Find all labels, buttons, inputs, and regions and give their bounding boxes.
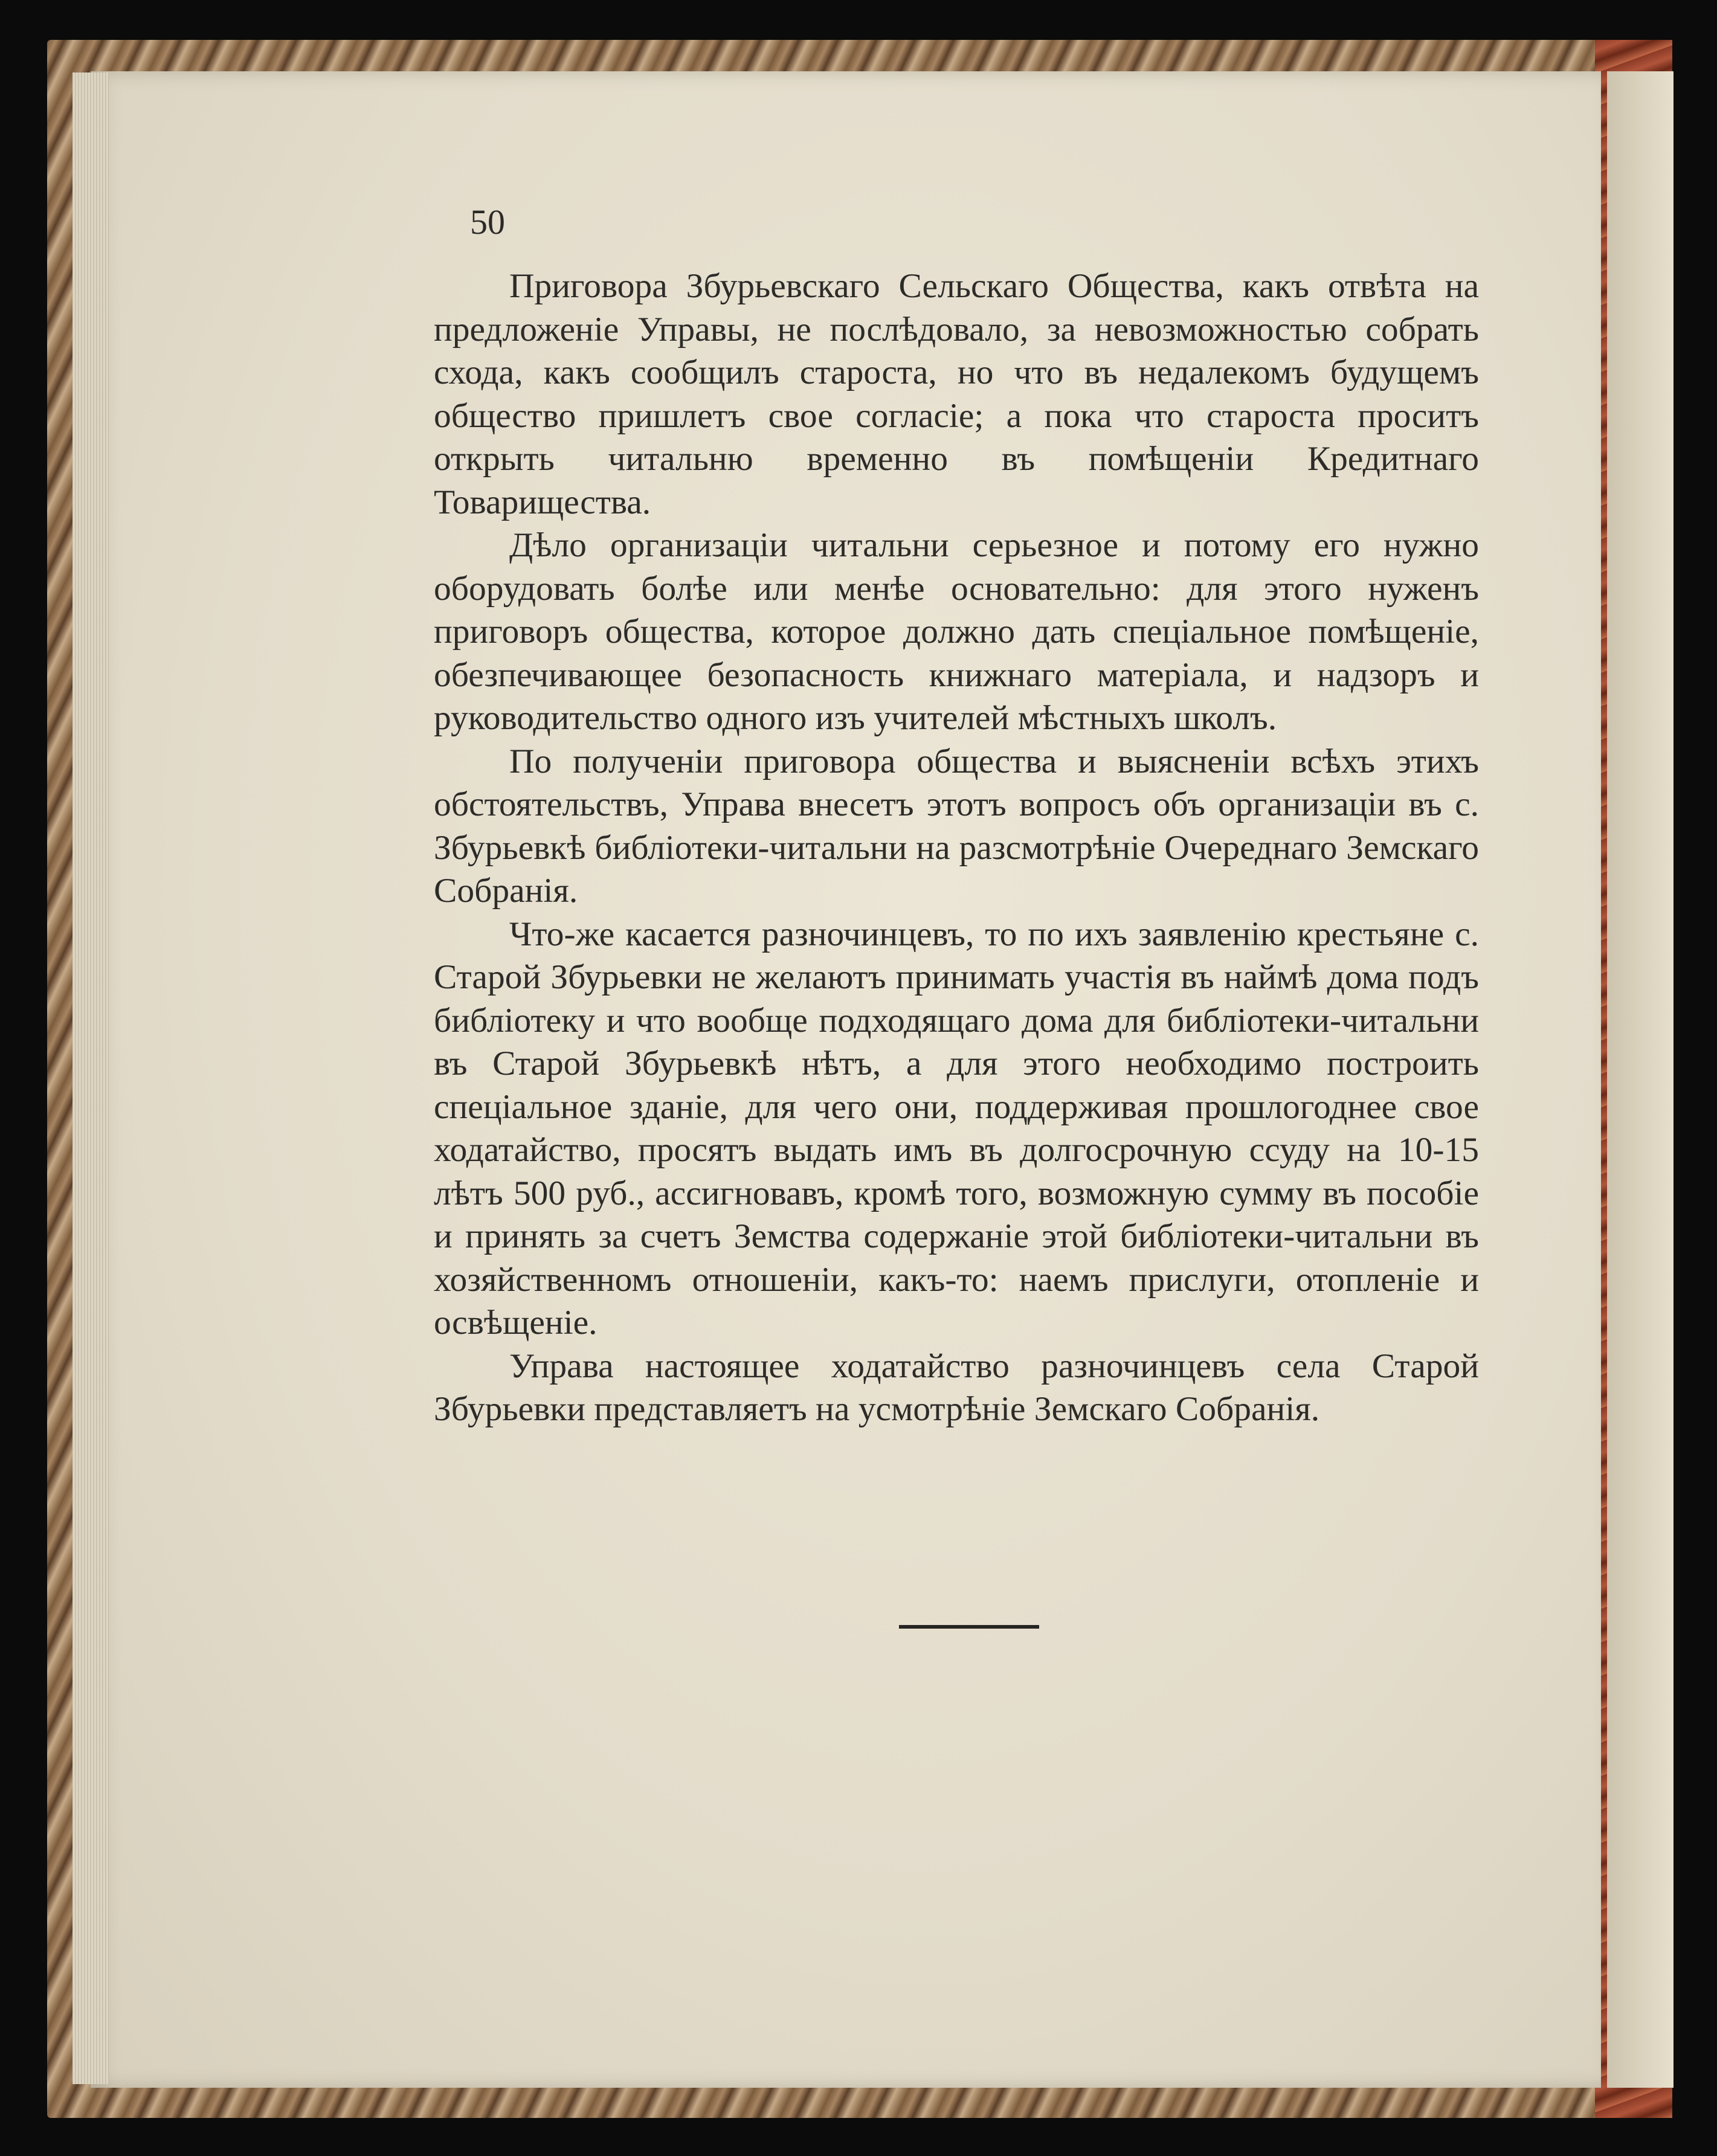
page-edges xyxy=(72,72,109,2084)
body-text xyxy=(434,265,1479,1431)
paragraph-5: Управа настоящее ходатайство разночинцевъ села Старой Збурьевки представляетъ на усмотрѣніе Земскаго Собранія. xyxy=(434,1347,1479,1428)
next-page-edge xyxy=(1607,71,1674,2088)
paragraph-4: Что-же касается разночинцевъ, то по ихъ заявленію крестьяне с. Старой Збурьевки не желаютъ принимать участія въ наймѣ дома подъ библіотеку и что вообще подходящаго дома для библіотеки-читальни въ Старой Збурьевкѣ нѣтъ, а для этого необходимо построить спеціальное зданіе, для чего они, поддерживая прошлогоднее свое ходатайство, просятъ выдать имъ въ долгосрочную ссуду на 10-15 лѣтъ 500 руб., ассигновавъ, кромѣ того, возможную сумму въ пособіе и принять за счетъ Земства содержаніе этой библіотеки-читальни въ хозяйственномъ отношеніи, какъ-то: наемъ прислуги, отопленіе и освѣщеніе. xyxy=(434,915,1479,1342)
paragraph-3: По полученіи приговора общества и выясненіи всѣхъ этихъ обстоятельствъ, Управа внесетъ этотъ вопросъ объ организаціи въ с. Збурьевкѣ библіотеки-читальни на разсмотрѣніе Очереднаго Земскаго Собранія. xyxy=(434,742,1479,910)
page-number: 50 xyxy=(470,202,505,242)
paragraph-2: Дѣло организаціи читальни серьезное и потому его нужно оборудовать болѣе или менѣе основательно: для этого нуженъ приговоръ общества, которое должно дать спеціальное помѣщеніе, обезпечивающее безопасность книжнаго матеріала, и надзоръ и руководительство одного изъ учителей мѣстныхъ школъ. xyxy=(434,526,1479,737)
paragraph-1: Приговора Збурьевскаго Сельскаго Общества, какъ отвѣта на предложеніе Управы, не послѣдовало, за невозможностью собрать схода, какъ сообщилъ староста, но что въ недалекомъ будущемъ общество пришлетъ свое согласіе; а пока что староста проситъ открыть читальню временно въ помѣщеніи Кредитнаго Товарищества. xyxy=(434,267,1479,521)
section-divider xyxy=(899,1625,1039,1629)
